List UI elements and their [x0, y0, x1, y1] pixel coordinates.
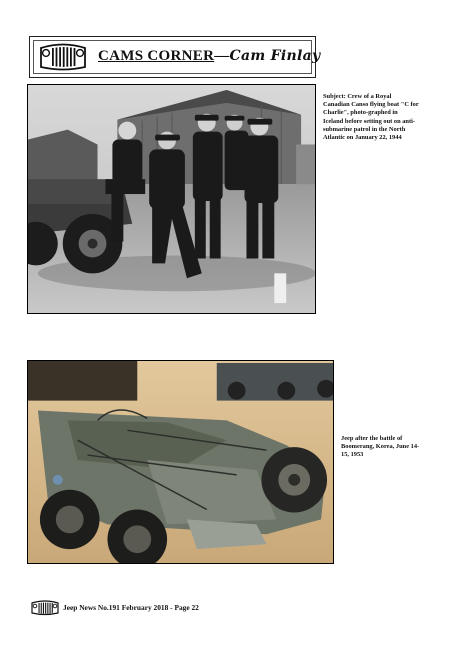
crew-photo [27, 84, 316, 314]
footer-issue-text: Jeep News No.191 February 2018 - Page 22 [63, 603, 199, 612]
crew-photo-caption: Subject: Crew of a Royal Canadian Canso flying boat "C for Charlie", photo-graphed in Iceland before setting out on anti-submarine patrol in the North Atlantic on January 22, 1944 [323, 93, 419, 142]
jeep-grille-icon [37, 42, 89, 72]
column-author: Cam Finlay [229, 48, 321, 64]
damaged-jeep-caption: Jeep after the battle of Boomerang, Korea, June 14-15, 1953 [341, 435, 420, 459]
column-title [98, 48, 320, 65]
title-dash: — [214, 48, 230, 64]
jeep-grille-icon [30, 600, 60, 616]
damaged-jeep-photo [27, 360, 334, 564]
column-header [29, 36, 321, 78]
column-name: CAMS CORNER [98, 48, 215, 64]
